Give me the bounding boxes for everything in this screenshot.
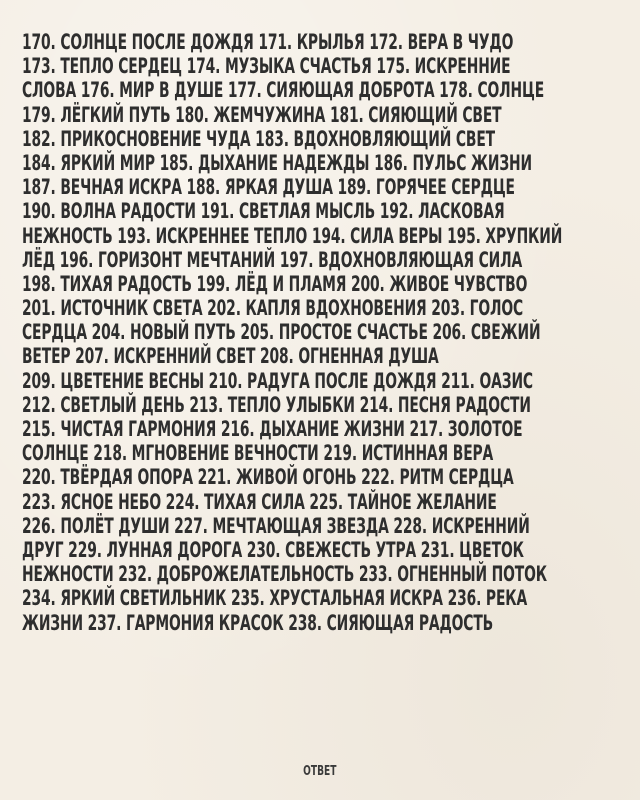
numbered-list-text <box>22 30 622 635</box>
text-line: ЛЁД 196. ГОРИЗОНТ МЕЧТАНИЙ 197. ВДОХНОВЛЯЮЩАЯ СИЛА <box>22 247 523 272</box>
text-line: 220. ТВЁРДАЯ ОПОРА 221. ЖИВОЙ ОГОНЬ 222. РИТМ СЕРДЦА <box>22 465 514 490</box>
text-line: 215. ЧИСТАЯ ГАРМОНИЯ 216. ДЫХАНИЕ ЖИЗНИ 217. ЗОЛОТОЕ <box>22 417 523 441</box>
text-line: СЛОВА 176. МИР В ДУШЕ 177. СИЯЮЩАЯ ДОБРОТА 178. СОЛНЦЕ <box>22 78 545 103</box>
text-line: ВЕТЕР 207. ИСКРЕННИЙ СВЕТ 208. ОГНЕННАЯ ДУША <box>22 344 439 369</box>
answer-label: ОТВЕТ <box>303 764 337 779</box>
text-line: СОЛНЦЕ 218. МГНОВЕНИЕ ВЕЧНОСТИ 219. ИСТИННАЯ ВЕРА <box>22 441 494 466</box>
text-line: ДРУГ 229. ЛУННАЯ ДОРОГА 230. СВЕЖЕСТЬ УТРА 231. ЦВЕТОК <box>22 537 524 562</box>
text-line: 223. ЯСНОЕ НЕБО 224. ТИХАЯ СИЛА 225. ТАЙНОЕ ЖЕЛАНИЕ <box>22 489 497 514</box>
text-line: 190. ВОЛНА РАДОСТИ 191. СВЕТЛАЯ МЫСЛЬ 192. ЛАСКОВАЯ <box>22 199 505 224</box>
text-line: НЕЖНОСТИ 232. ДОБРОЖЕЛАТЕЛЬНОСТЬ 233. ОГНЕННЫЙ ПОТОК <box>22 562 547 587</box>
text-line: 201. ИСТОЧНИК СВЕТА 202. КАПЛЯ ВДОХНОВЕНИЯ 203. ГОЛОС <box>22 296 524 321</box>
text-line: НЕЖНОСТЬ 193. ИСКРЕННЕЕ ТЕПЛО 194. СИЛА ВЕРЫ 195. ХРУПКИЙ <box>22 223 563 248</box>
text-line: 182. ПРИКОСНОВЕНИЕ ЧУДА 183. ВДОХНОВЛЯЮЩИЙ СВЕТ <box>22 126 496 151</box>
answer-link[interactable] <box>0 764 640 779</box>
text-line: 179. ЛЁГКИЙ ПУТЬ 180. ЖЕМЧУЖИНА 181. СИЯЮЩИЙ СВЕТ <box>22 102 502 127</box>
text-line: 170. СОЛНЦЕ ПОСЛЕ ДОЖДЯ 171. КРЫЛЬЯ 172. ВЕРА В ЧУДО <box>22 30 514 54</box>
text-line: 198. ТИХАЯ РАДОСТЬ 199. ЛЁД И ПЛАМЯ 200. ЖИВОЕ ЧУВСТВО <box>22 271 528 296</box>
text-line: ЖИЗНИ 237. ГАРМОНИЯ КРАСОК 238. СИЯЮЩАЯ РАДОСТЬ <box>22 610 494 635</box>
text-line: 184. ЯРКИЙ МИР 185. ДЫХАНИЕ НАДЕЖДЫ 186. ПУЛЬС ЖИЗНИ <box>22 150 532 175</box>
text-line: 234. ЯРКИЙ СВЕТИЛЬНИК 235. ХРУСТАЛЬНАЯ ИСКРА 236. РЕКА <box>22 586 528 611</box>
text-line: СЕРДЦА 204. НОВЫЙ ПУТЬ 205. ПРОСТОЕ СЧАСТЬЕ 206. СВЕЖИЙ <box>22 320 541 345</box>
text-line: 226. ПОЛЁТ ДУШИ 227. МЕЧТАЮЩАЯ ЗВЕЗДА 228. ИСКРЕННИЙ <box>22 513 530 538</box>
text-line: 209. ЦВЕТЕНИЕ ВЕСНЫ 210. РАДУГА ПОСЛЕ ДОЖДЯ 211. ОАЗИС <box>22 368 533 393</box>
text-line: 187. ВЕЧНАЯ ИСКРА 188. ЯРКАЯ ДУША 189. ГОРЯЧЕЕ СЕРДЦЕ <box>22 175 515 200</box>
text-line: 212. СВЕТЛЫЙ ДЕНЬ 213. ТЕПЛО УЛЫБКИ 214. ПЕСНЯ РАДОСТИ <box>22 392 531 417</box>
text-line: 173. ТЕПЛО СЕРДЕЦ 174. МУЗЫКА СЧАСТЬЯ 175. ИСКРЕННИЕ <box>22 54 511 79</box>
